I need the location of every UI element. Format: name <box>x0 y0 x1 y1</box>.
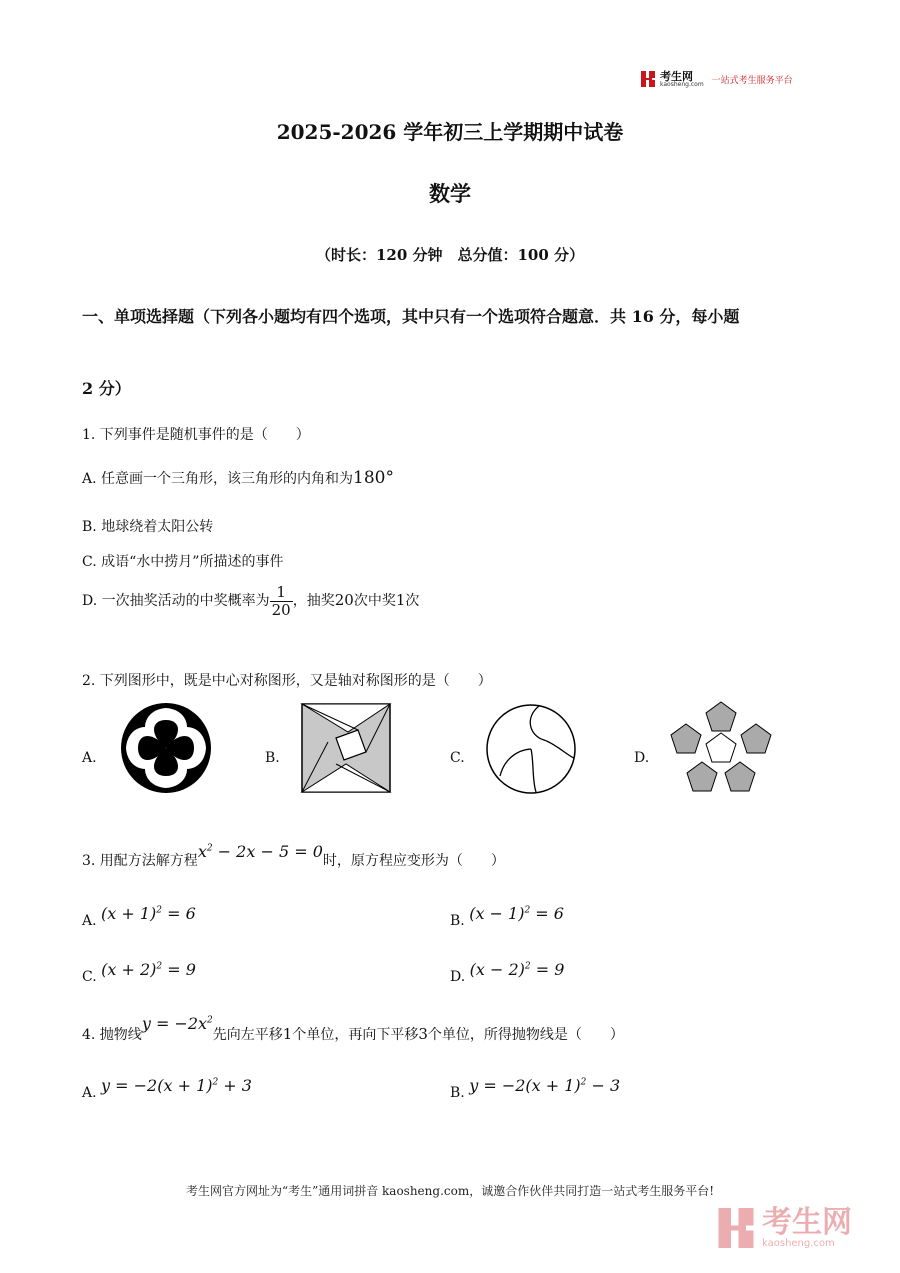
kaosheng-logo-icon <box>640 70 656 88</box>
q1-b-text: 地球绕着太阳公转 <box>101 519 214 535</box>
q2-label-d: D. <box>634 750 650 766</box>
q1-c-label: C. <box>82 554 97 570</box>
q1-option-a <box>82 468 394 488</box>
q4-option-b: B. $y = -2(x + 1)^2 - 3$ <box>450 1076 621 1101</box>
header-logo <box>640 70 793 88</box>
exam-title: 2025-2026 学年初三上学期期中试卷 <box>276 120 624 144</box>
q2-label-c: C. <box>450 750 465 766</box>
q3-option-b: B. $(x - 1)^2 = 6$ <box>450 904 564 929</box>
q2-figure-d-icon <box>668 700 774 796</box>
q1-b-label: B. <box>82 519 97 535</box>
exam-subject: 数学 <box>429 181 471 206</box>
q2-stem: 2. 下列图形中，既是中心对称图形，又是轴对称图形的是（ ） <box>82 673 492 689</box>
watermark <box>716 1205 852 1251</box>
q1-a-label: A. <box>82 471 97 487</box>
logo-name: 考生网 <box>660 69 693 83</box>
q3-stem-part1: 3. 用配方法解方程 <box>82 853 198 869</box>
q2-figure-c-icon <box>482 702 580 796</box>
watermark-name: 考生网 <box>762 1204 852 1240</box>
q1-d-text1: 一次抽奖活动的中奖概率为 <box>101 593 270 609</box>
q1-stem: 1. 下列事件是随机事件的是（ ） <box>82 427 310 443</box>
q1-c-text: 成语“水中捞月”所描述的事件 <box>101 554 284 570</box>
q2-figure-a-icon <box>116 700 216 796</box>
q4-option-a: A. $y = -2(x + 1)^2 + 3$ <box>82 1076 252 1101</box>
watermark-domain: kaosheng.com <box>762 1237 835 1249</box>
q2-label-a: A. <box>82 750 97 766</box>
q4-stem: 4. 抛物线$y = -2x^2$先向左平移1个单位，再向下平移3个单位，所得抛物线是（ ） <box>82 1014 624 1043</box>
q1-d-fraction: $\frac{1}{20}$ <box>271 583 291 619</box>
q1-a-math: 180° <box>353 468 394 488</box>
q3-option-a: A. $(x + 1)^2 = 6$ <box>82 904 196 929</box>
q1-d-label: D. <box>82 593 98 609</box>
logo-slogan: 一站式考生服务平台 <box>711 75 793 86</box>
q3-option-d: D. $(x - 2)^2 = 9$ <box>450 960 565 985</box>
q1-option-c <box>82 551 283 571</box>
logo-domain: kaosheng.com <box>660 80 704 88</box>
q1-a-text: 任意画一个三角形，该三角形的内角和为 <box>101 471 354 487</box>
section-heading-line1: 一、单项选择题（下列各小题均有四个选项，其中只有一个选项符合题意．共 16 分，每小题 <box>82 307 740 326</box>
watermark-logo-icon <box>716 1205 756 1251</box>
q3-option-c: C. $(x + 2)^2 = 9$ <box>82 960 196 985</box>
q3-stem <box>82 842 505 870</box>
q1-option-d: D. 一次抽奖活动的中奖概率为 $\frac{1}{20}$ ，抽奖20次中奖1次 <box>82 583 420 619</box>
section-heading-line2: 2 分） <box>82 379 131 398</box>
q2-figure-b-icon <box>300 702 394 794</box>
page-footer: 考生网官方网址为“考生”通用词拼音 kaosheng.com，诚邀合作伙伴共同打造一站式考生服务平台! <box>185 1184 715 1198</box>
exam-duration: （时长：120 分钟 总分值：100 分） <box>315 246 585 264</box>
q1-option-b <box>82 516 213 536</box>
q3-equation: $x^2 - 2x - 5 = 0$ <box>197 842 323 861</box>
q3-stem-part2: 时，原方程应变形为（ ） <box>322 853 505 869</box>
q4-equation: $y = -2x^2$ <box>141 1014 213 1033</box>
q2-label-b: B. <box>265 750 280 766</box>
